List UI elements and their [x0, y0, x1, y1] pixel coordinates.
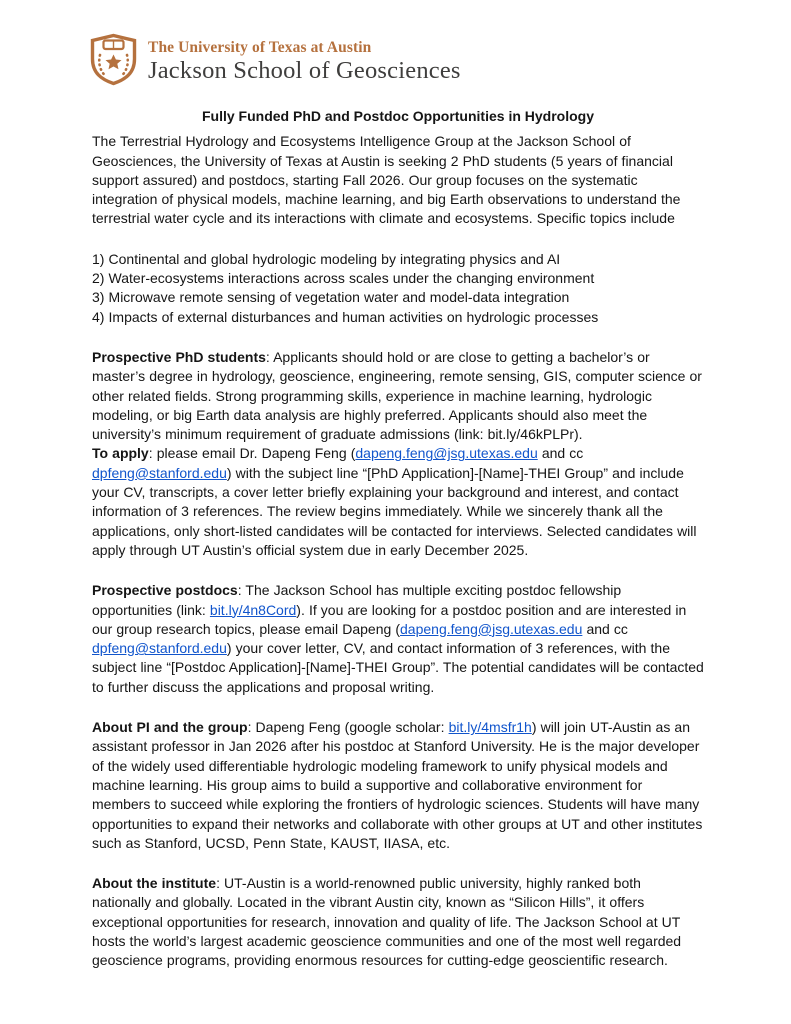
link-dapeng-feng-jsg-utexas-edu[interactable]: dapeng.feng@jsg.utexas.edu: [355, 445, 538, 462]
bold-text-run: Prospective postdocs: [92, 582, 238, 599]
text-run: ) your cover letter, CV, and contact information of 3 references, with the subject line “[Postdoc Application]-[Name]-THEI Group”. The potential candidates will be contacted to further discuss the applications and proposal writing.: [92, 640, 704, 695]
text-run: ). If you are looking for a postdoc position and are interested in our group research topics, please email Dapeng (: [92, 601, 687, 637]
text-run: : please email Dr. Dapeng Feng (: [148, 445, 356, 462]
postdoc-paragraph: [92, 581, 704, 697]
link-dpfeng-stanford-edu[interactable]: dpfeng@stanford.edu: [92, 464, 227, 481]
list-item: 2) Water-ecosystems interactions across scales under the changing environment: [92, 270, 595, 287]
list-item: 1) Continental and global hydrologic modeling by integrating physics and AI: [92, 250, 561, 267]
bold-text-run: Prospective PhD students: [92, 348, 266, 365]
text-run: : The Jackson School has multiple exciting postdoc fellowship opportunities (link:: [92, 582, 622, 618]
logo-school-name: Jackson School of Geosciences: [148, 57, 461, 85]
logo-university-name: The University of Texas at Austin: [148, 39, 372, 56]
text-run: : Dapeng Feng (google scholar:: [247, 719, 449, 736]
list-item: 3) Microwave remote sensing of vegetation water and model-data integration: [92, 289, 570, 306]
about-institute-paragraph: [92, 874, 704, 970]
phd-paragraph: [92, 348, 704, 560]
ut-shield-icon: [90, 33, 137, 91]
text-run: The Terrestrial Hydrology and Ecosystems Intelligence Group at the Jackson School of Geosciences, the University of Texas at Austin is seeking 2 PhD students (5 years of financial support assured) and postdocs, starting Fall 2026. Our group focuses on the systematic integration of physical models, machine learning, and big Earth observations to understand the terrestrial water cycle and its interactions with climate and ecosystems. Specific topics include: [92, 133, 681, 227]
bold-text-run: About the institute: [92, 875, 217, 892]
link-bit-ly-4n8cord[interactable]: bit.ly/4n8Cord: [209, 601, 297, 618]
about-pi-paragraph: [92, 718, 704, 853]
link-bit-ly-4msfr1h[interactable]: bit.ly/4msfr1h: [448, 719, 532, 736]
text-run: : UT-Austin is a world-renowned public university, highly ranked both nationally and globally. Located in the vibrant Austin city, known as “Silicon Hills”, it offers exceptional opportunities for research, innovation and quality of life. The Jackson School at UT hosts the world’s largest academic geoscience communities and one of the most well regarded geoscience programs, providing enormous resources for cutting-edge geoscientific research.: [92, 875, 682, 969]
bold-text-run: About PI and the group: [92, 719, 248, 736]
text-run: ) will join UT-Austin as an assistant professor in Jan 2026 after his postdoc at Stanford University. He is the major developer of the widely used differentiable hydrologic modeling framework to unify physical models and machine learning. His group aims to build a supportive and collaborative environment for members to succeed while exploring the frontiers of hydrologic sciences. Students will have many opportunities to expand their networks and collaborate with other groups at UT and other institutes such as Stanford, UCSD, Penn State, KAUST, IIASA, etc.: [92, 719, 703, 851]
logo-text: [148, 40, 461, 84]
list-item: 4) Impacts of external disturbances and human activities on hydrologic processes: [92, 308, 599, 325]
bold-text-run: To apply: [92, 445, 149, 462]
text-run: ) with the subject line “[PhD Application]-[Name]-THEI Group” and include your CV, transcripts, a cover letter briefly explaining your background and interest, and contact information of 3 references. The review begins immediately. While we sincerely thank all the applications, only short-listed candidates will be contacted for interviews. Selected candidates will apply through UT Austin’s official system due in early December 2025.: [92, 464, 697, 558]
link-dapeng-feng-jsg-utexas-edu[interactable]: dapeng.feng@jsg.utexas.edu: [400, 620, 583, 637]
text-run: : Applicants should hold or are close to getting a bachelor’s or master’s degree in hydrology, geoscience, engineering, remote sensing, GIS, computer science or other related fields. Strong programming skills, experience in machine learning, hydrologic modeling, or big Earth data analysis are highly preferred. Applicants should also meet the university’s minimum requirement of graduate admissions (link: bit.ly/46kPLPr).: [92, 348, 702, 443]
text-run: and cc: [537, 445, 584, 462]
page-title: Fully Funded PhD and Postdoc Opportunities in Hydrology: [202, 108, 594, 124]
topics-list: [92, 250, 704, 327]
university-logo: [90, 33, 704, 91]
link-dpfeng-stanford-edu[interactable]: dpfeng@stanford.edu: [92, 640, 227, 657]
intro-paragraph: [92, 132, 704, 228]
text-run: and cc: [582, 620, 628, 637]
